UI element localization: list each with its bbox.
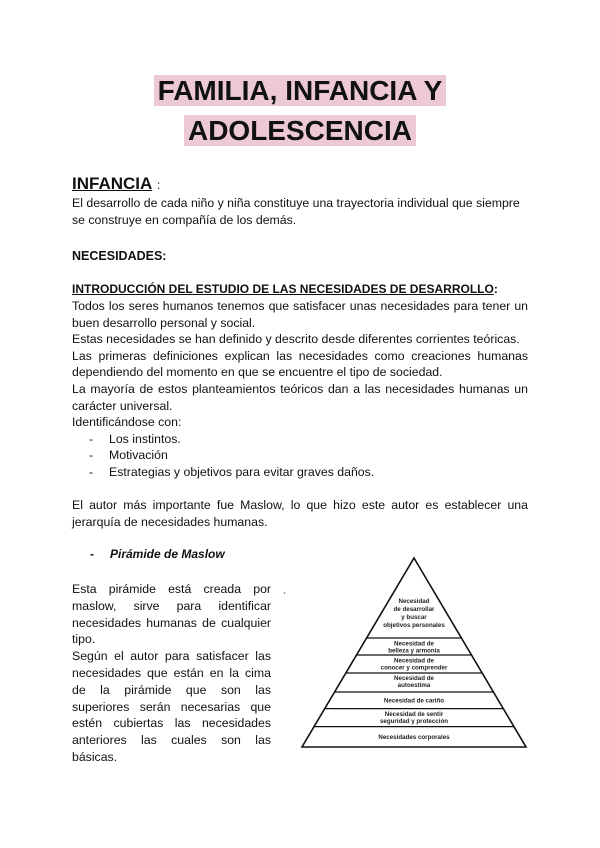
intro-body (72, 298, 528, 481)
pyramid-level-label: y buscar (401, 614, 427, 621)
pyramid-level-label: autoestima (397, 682, 431, 689)
intro-heading-colon: : (493, 282, 498, 296)
page-title-continued: ADOLESCENCIA (184, 115, 416, 146)
pyramid-level-label: Necesidad de cariño (383, 697, 445, 705)
intro-heading (72, 282, 498, 296)
intro-paragraph: Estas necesidades se han definido y descrito desde diferentes corrientes teóricas. (72, 332, 520, 347)
intro-paragraph: La mayoría de estos planteamientos teóricos dan a las necesidades humanas un carácter universal. (72, 381, 528, 413)
infancia-paragraph: El desarrollo de cada niño y niña constituye una trayectoria individual que siempre se construye en compañía de los demás. (72, 196, 520, 227)
maslow-pyramid-diagram (300, 556, 528, 749)
maslow-author-paragraph: El autor más importante fue Maslow, lo que hizo este autor es establecer una jerarquía de necesidades humanas. (72, 498, 528, 529)
title-line-1 (0, 72, 600, 110)
title-line-2 (0, 112, 600, 150)
pyramid-level-label: objetivos personales (383, 622, 445, 629)
infancia-heading: INFANCIA (72, 174, 153, 193)
intro-paragraph: Las primeras definiciones explican las necesidades como creaciones humanas dependiendo del momento en que se encuentre el tipo de sociedad. (72, 348, 528, 380)
pyramid-level-label: de desarrollar (393, 606, 435, 613)
pyramid-level-label: Necesidad de (394, 657, 434, 665)
intro-paragraph: Todos los seres humanos tenemos que satisfacer unas necesidades para tener un buen desarrollo personal y social. (72, 299, 528, 330)
intro-paragraph: Identificándose con: (72, 415, 182, 430)
pyramid-description (72, 581, 271, 766)
pyramid-level-label: seguridad y protección (379, 718, 449, 725)
list-item: - Los instintos. (89, 431, 528, 448)
necesidades-heading: NECESIDADES: (72, 249, 167, 263)
page-title: FAMILIA, INFANCIA Y (154, 75, 447, 106)
pyramid-heading-text: Pirámide de Maslow (110, 547, 225, 561)
pyramid-level-label: belleza y armonía (388, 647, 440, 655)
list-item: - Motivación (89, 447, 528, 464)
pyramid-heading-bullet: - (90, 547, 94, 561)
pyramid-paragraph: Según el autor para satisfacer las necesidades que están en la cima de la pirámide que son las superiores serán necesarias que estén cubiertas las necesidades anteriores las cuales son las básicas. (72, 649, 271, 764)
pyramid-level-label: Necesidades corporales (378, 734, 450, 741)
list-item: - Estrategias y objetivos para evitar graves daños. (89, 464, 528, 481)
pyramid-level-label: Necesidad de sentir (384, 711, 444, 718)
intro-heading-text: INTRODUCCIÓN DEL ESTUDIO DE LAS NECESIDADES DE DESARROLLO (72, 282, 494, 296)
pyramid-level-label: conocer y comprender (380, 664, 448, 672)
identification-list (72, 431, 528, 481)
infancia-heading-colon: : (157, 178, 161, 192)
pyramid-heading (90, 547, 225, 561)
pyramid-level-label: Necesidad (398, 598, 430, 605)
pyramid-level-label: Necesidad de (394, 675, 434, 682)
stray-mark: ` (283, 592, 287, 603)
pyramid-paragraph: Esta pirámide está creada por maslow, sirve para identificar necesidades humanas de cualquier tipo. (72, 582, 271, 647)
pyramid-level-label: Necesidad de (394, 640, 434, 648)
